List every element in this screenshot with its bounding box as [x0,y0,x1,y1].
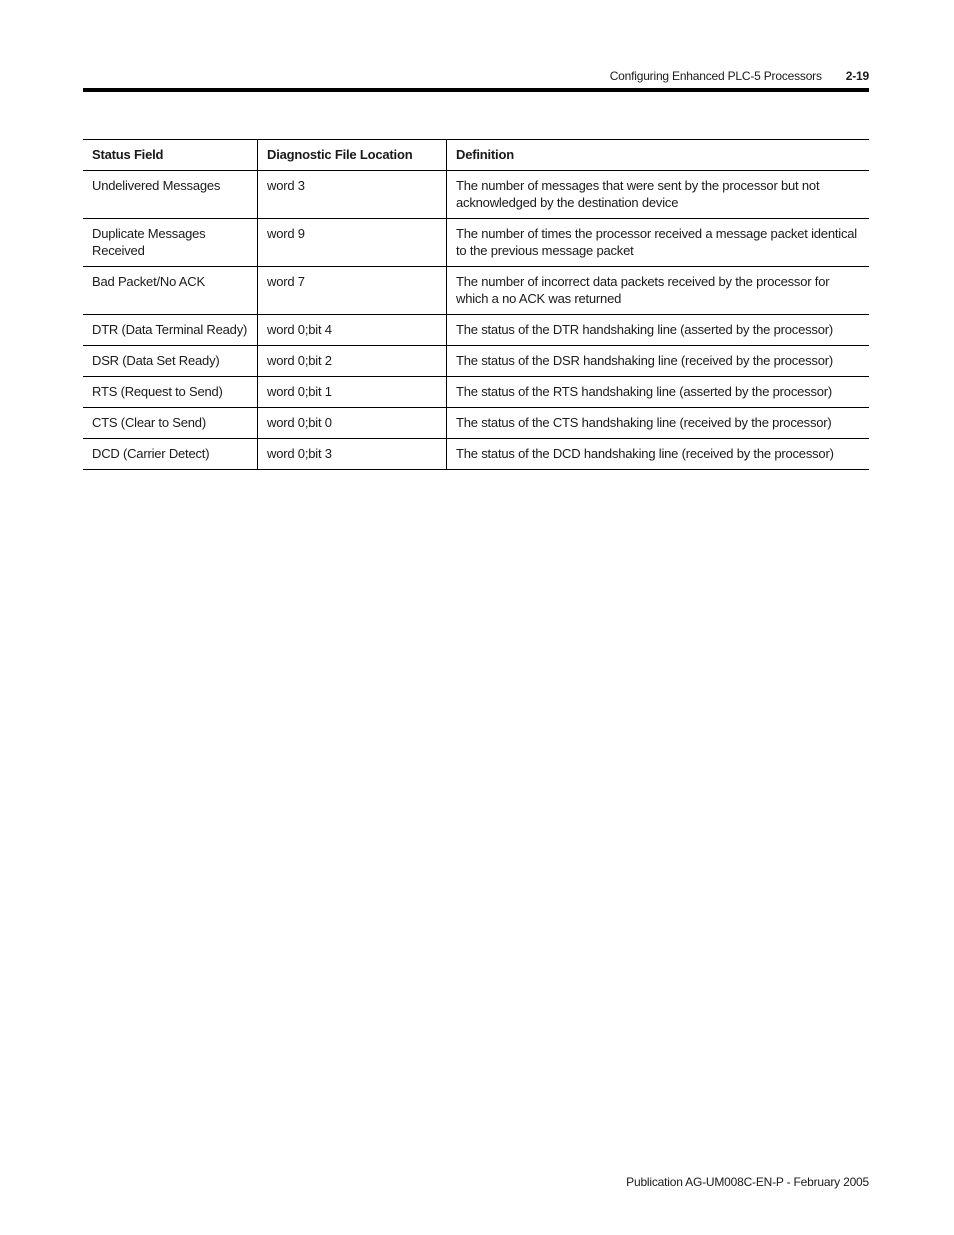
table-row [83,377,869,408]
column-header-definition: Definition [447,140,870,171]
location-cell: word 0;bit 2 [258,346,447,377]
table-row [83,439,869,470]
page-number: 2-19 [845,69,869,83]
column-header-diagnostic-file-location: Diagnostic File Location [258,140,447,171]
definition-cell: The status of the CTS handshaking line (received by the processor) [447,408,870,439]
status-field-cell: DTR (Data Terminal Ready) [83,315,258,346]
location-cell: word 9 [258,219,447,267]
location-cell: word 0;bit 4 [258,315,447,346]
status-field-cell: Undelivered Messages [83,171,258,219]
status-field-cell: Bad Packet/No ACK [83,267,258,315]
location-cell: word 3 [258,171,447,219]
chapter-title: Configuring Enhanced PLC-5 Processors [609,69,822,83]
status-field-cell: Duplicate Messages Received [83,219,258,267]
status-field-cell: RTS (Request to Send) [83,377,258,408]
location-cell: word 0;bit 1 [258,377,447,408]
column-header-status-field: Status Field [83,140,258,171]
status-field-table [83,139,869,470]
definition-cell: The number of times the processor received a message packet identical to the previous message packet [447,219,870,267]
table-row [83,315,869,346]
table-row [83,267,869,315]
status-field-cell: CTS (Clear to Send) [83,408,258,439]
status-field-cell: DCD (Carrier Detect) [83,439,258,470]
table-row [83,219,869,267]
table-row [83,346,869,377]
publication-footer: Publication AG-UM008C-EN-P - February 2005 [626,1175,869,1189]
location-cell: word 0;bit 3 [258,439,447,470]
status-field-cell: DSR (Data Set Ready) [83,346,258,377]
definition-cell: The status of the RTS handshaking line (asserted by the processor) [447,377,870,408]
location-cell: word 0;bit 0 [258,408,447,439]
definition-cell: The number of messages that were sent by the processor but not acknowledged by the destination device [447,171,870,219]
table-row [83,171,869,219]
running-header [83,66,869,86]
table-row [83,408,869,439]
definition-cell: The number of incorrect data packets received by the processor for which a no ACK was returned [447,267,870,315]
header-rule [83,88,869,92]
location-cell: word 7 [258,267,447,315]
definition-cell: The status of the DSR handshaking line (received by the processor) [447,346,870,377]
definition-cell: The status of the DTR handshaking line (asserted by the processor) [447,315,870,346]
table-header-row [83,140,869,171]
definition-cell: The status of the DCD handshaking line (received by the processor) [447,439,870,470]
